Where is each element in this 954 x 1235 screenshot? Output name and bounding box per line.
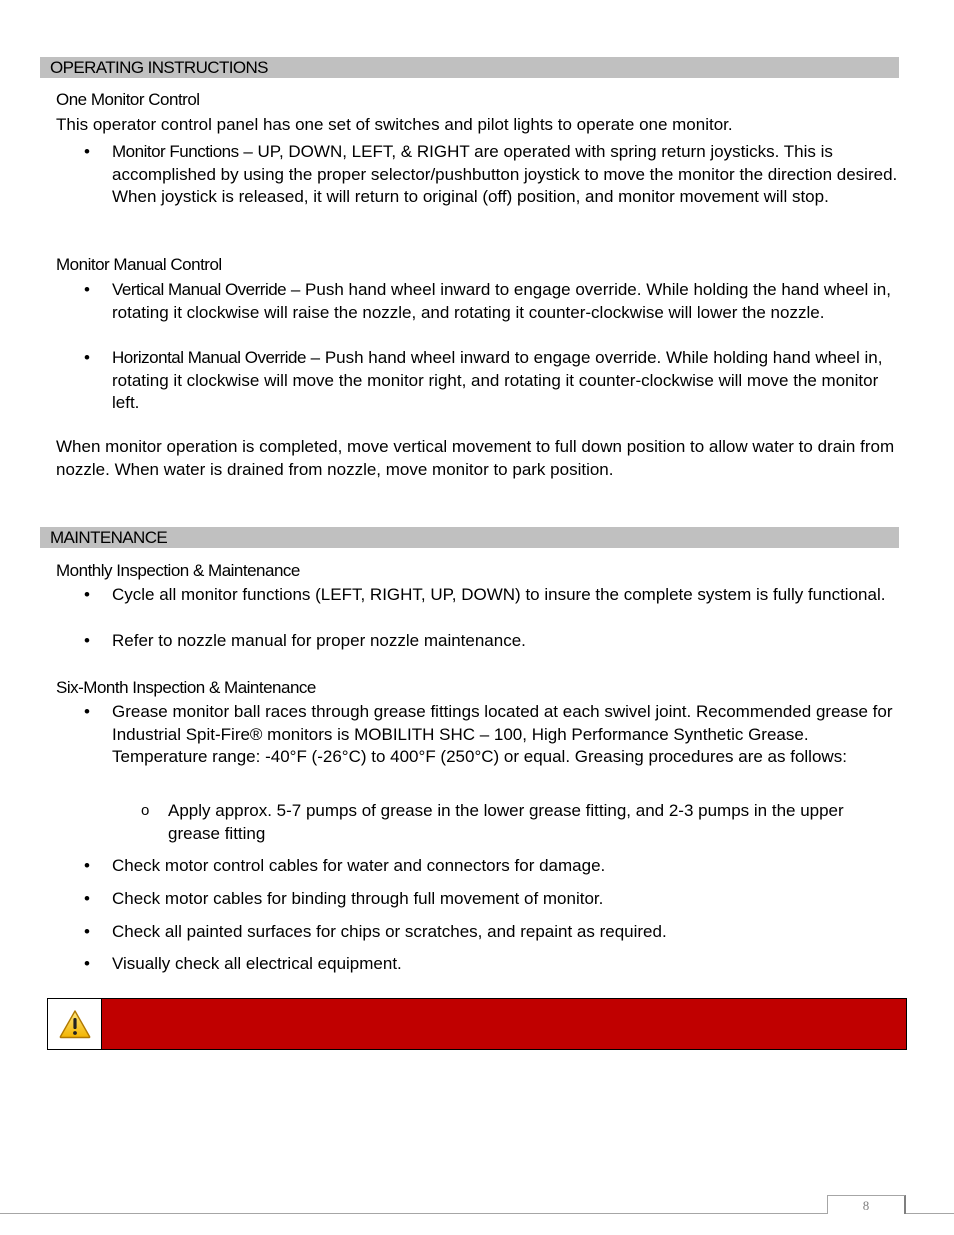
monitor-functions-item	[112, 141, 902, 209]
vertical-override-term: Vertical Manual Override	[112, 280, 287, 299]
warning-banner	[102, 999, 906, 1049]
one-monitor-intro: This operator control panel has one set of switches and pilot lights to operate one monitor.	[56, 115, 733, 134]
monitor-manual-control-title: Monitor Manual Control	[56, 255, 222, 274]
grease-item: • Grease monitor ball races through grease fittings located at each swivel joint. Recommended grease for Industrial Spit-Fire® monitors is MOBILITH SHC – 100, High Performance Synthetic Grease. Temperature range: -40°F (-26°C) to 400°F (250°C) or equal. Greasing procedures are as follows:	[112, 701, 902, 769]
completion-paragraph: When monitor operation is completed, move vertical movement to full down position to allow water to drain from nozzle. When water is drained from nozzle, move monitor to park position.	[56, 437, 895, 479]
vertical-override-item	[112, 279, 902, 324]
monitor-functions-term: Monitor Functions	[112, 142, 239, 161]
horizontal-override-text: – Push hand wheel inward to engage override. While holding hand wheel in, rotating it clockwise will move the monitor right, and rotating it counter-clockwise will move the monitor left.	[112, 348, 883, 412]
horizontal-override-item	[112, 347, 902, 415]
six-month-item: • Check all painted surfaces for chips or scratches, and repaint as required.	[112, 921, 902, 944]
vertical-override-text: – Push hand wheel inward to engage override. While holding the hand wheel in, rotating it clockwise will raise the nozzle, and rotating it counter-clockwise will lower the nozzle.	[112, 280, 891, 322]
monitor-functions-text: – UP, DOWN, LEFT, & RIGHT are operated with spring return joysticks. This is accomplished by using the proper selector/pushbutton joystick to move the monitor the direction desired. When joystick is released, it will return to original (off) position, and monitor movement will stop.	[112, 142, 898, 206]
monthly-item: • Refer to nozzle manual for proper nozzle maintenance.	[112, 630, 902, 653]
warning-icon-cell	[48, 999, 102, 1049]
six-month-item: • Visually check all electrical equipment.	[112, 953, 902, 976]
six-month-item: • Check motor cables for binding through full movement of monitor.	[112, 888, 902, 911]
monthly-item: • Cycle all monitor functions (LEFT, RIGHT, UP, DOWN) to insure the complete system is fully functional.	[112, 584, 902, 607]
grease-sub-item: o Apply approx. 5-7 pumps of grease in the lower grease fitting, and 2-3 pumps in the upper grease fitting	[168, 800, 898, 845]
page-number: 8	[827, 1195, 906, 1214]
monthly-inspection-title: Monthly Inspection & Maintenance	[56, 561, 300, 580]
maintenance-header: MAINTENANCE	[40, 527, 899, 548]
operating-instructions-header: OPERATING INSTRUCTIONS	[40, 57, 899, 78]
six-month-item: • Check motor control cables for water and connectors for damage.	[112, 855, 902, 878]
one-monitor-control-title: One Monitor Control	[56, 90, 200, 109]
horizontal-override-term: Horizontal Manual Override	[112, 348, 306, 367]
six-month-inspection-title: Six-Month Inspection & Maintenance	[56, 678, 316, 697]
warning-box	[47, 998, 907, 1050]
footer-rule	[0, 1213, 954, 1214]
warning-triangle-icon	[59, 1009, 91, 1039]
